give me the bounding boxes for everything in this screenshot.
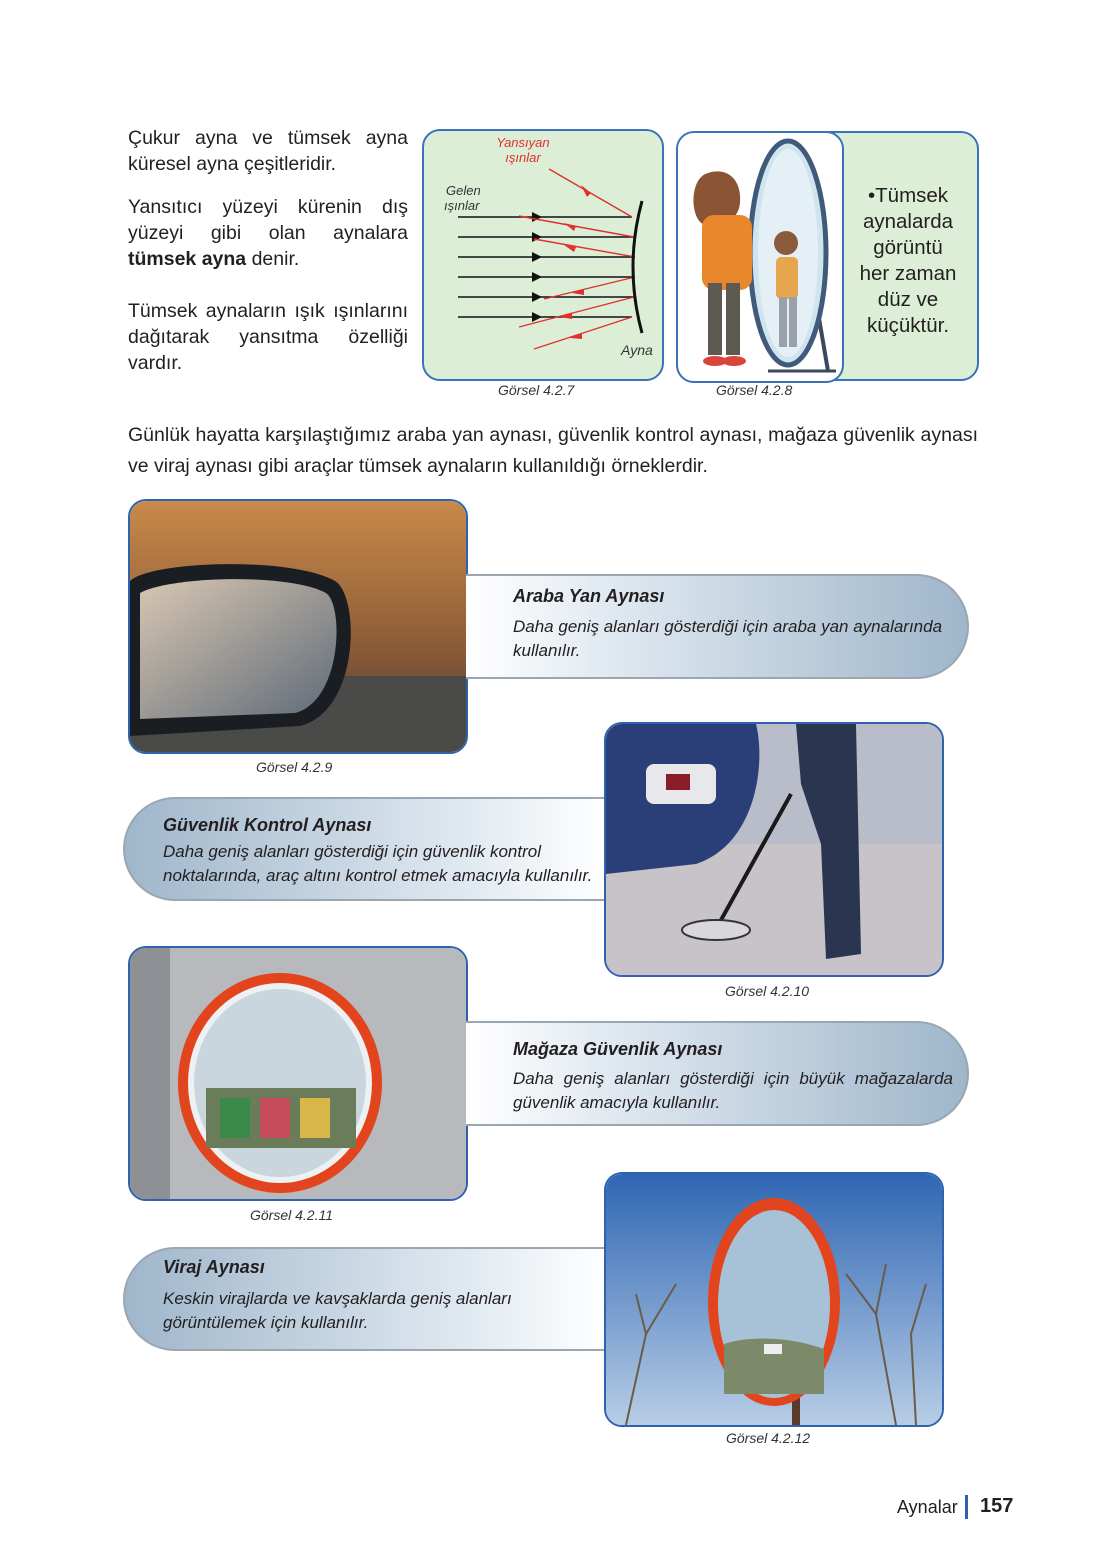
car-mirror-text: Daha geniş alanları gösterdiği için araba yan aynalarında kullanılır. [513,617,943,660]
intro-p2-end: denir. [246,248,300,270]
store-mirror-text: Daha geniş alanları gösterdiği için büyük mağazalarda güvenlik amacıyla kullanılır. [513,1069,953,1112]
everyday-paragraph: Günlük hayatta karşılaştığımız araba yan aynası, güvenlik kontrol aynası, mağaza güvenlik aynası ve viraj aynası gibi araçlar tümsek aynaların kullanıldığı örneklerdir. [128,424,978,477]
curve-mirror-title: Viraj Aynası [163,1257,265,1277]
girl-mirror-illustration [676,131,844,383]
girl-mirror-caption: Görsel 4.2.8 [716,382,793,398]
store-mirror-caption: Görsel 4.2.11 [250,1207,334,1223]
intro-p2-bold-term: tümsek ayna [128,248,247,270]
store-mirror-title: Mağaza Güvenlik Aynası [513,1039,723,1059]
diagram-caption: Görsel 4.2.7 [498,382,575,398]
note-line-5: düz ve [877,288,939,311]
intro-paragraph-1: Çukur ayna ve tümsek ayna küresel ayna çeşitleridir. [128,127,408,175]
car-mirror-photo [128,499,468,754]
curve-mirror-text: Keskin virajlarda ve kavşaklarda geniş alanları görüntülemek için kullanılır. [163,1289,512,1332]
footer-divider [965,1495,968,1519]
car-mirror-info-box [466,574,969,679]
page-number: 157 [980,1495,1014,1517]
ray-diagram [424,131,662,379]
curve-mirror-info-box [123,1247,605,1351]
footer-section-label: Aynalar [897,1497,958,1517]
store-mirror-photo [128,946,468,1201]
security-mirror-text: Daha geniş alanları gösterdiği için güvenlik kontrol noktalarında, araç altını kontrol etmek amacıyla kullanılır. [163,842,593,885]
reflected-rays-label-line1: Yansıyan [496,135,550,150]
note-line-2: aynalarda [862,210,954,233]
convex-mirror-line [633,201,642,333]
reflected-rays-label-line2: ışınlar [505,150,541,165]
note-line-4: her zaman [859,262,957,285]
convex-mirror-note [845,183,971,339]
intro-paragraph-3: Tümsek aynaların ışık ışınlarını dağıtarak yansıtma özelliği vardır. [128,300,408,374]
store-mirror-info-box [466,1021,969,1126]
car-mirror-caption: Görsel 4.2.9 [256,759,333,775]
car-mirror-title: Araba Yan Aynası [513,586,665,606]
note-bullet: • [867,184,876,207]
note-line-1: Tümsek [875,184,949,207]
intro-p2-start: Yansıtıcı yüzeyi kürenin dış yüzeyi gibi olan aynalara [128,196,408,244]
incoming-rays-label-line1: Gelen [446,183,481,198]
girl-figure [702,215,752,290]
mirror-label: Ayna [621,342,653,358]
ray-diagram-panel [422,129,664,381]
note-line-6: küçüktür. [866,314,950,337]
security-mirror-info-box [123,797,605,901]
security-mirror-title: Güvenlik Kontrol Aynası [163,815,372,835]
incoming-rays-label-line2: ışınlar [444,198,480,213]
curve-mirror-caption: Görsel 4.2.12 [726,1430,811,1446]
security-mirror-photo [604,722,944,977]
intro-paragraph-2 [128,194,408,272]
note-line-3: görüntü [873,236,943,259]
security-mirror-caption: Görsel 4.2.10 [725,983,810,999]
curve-mirror-photo [604,1172,944,1427]
